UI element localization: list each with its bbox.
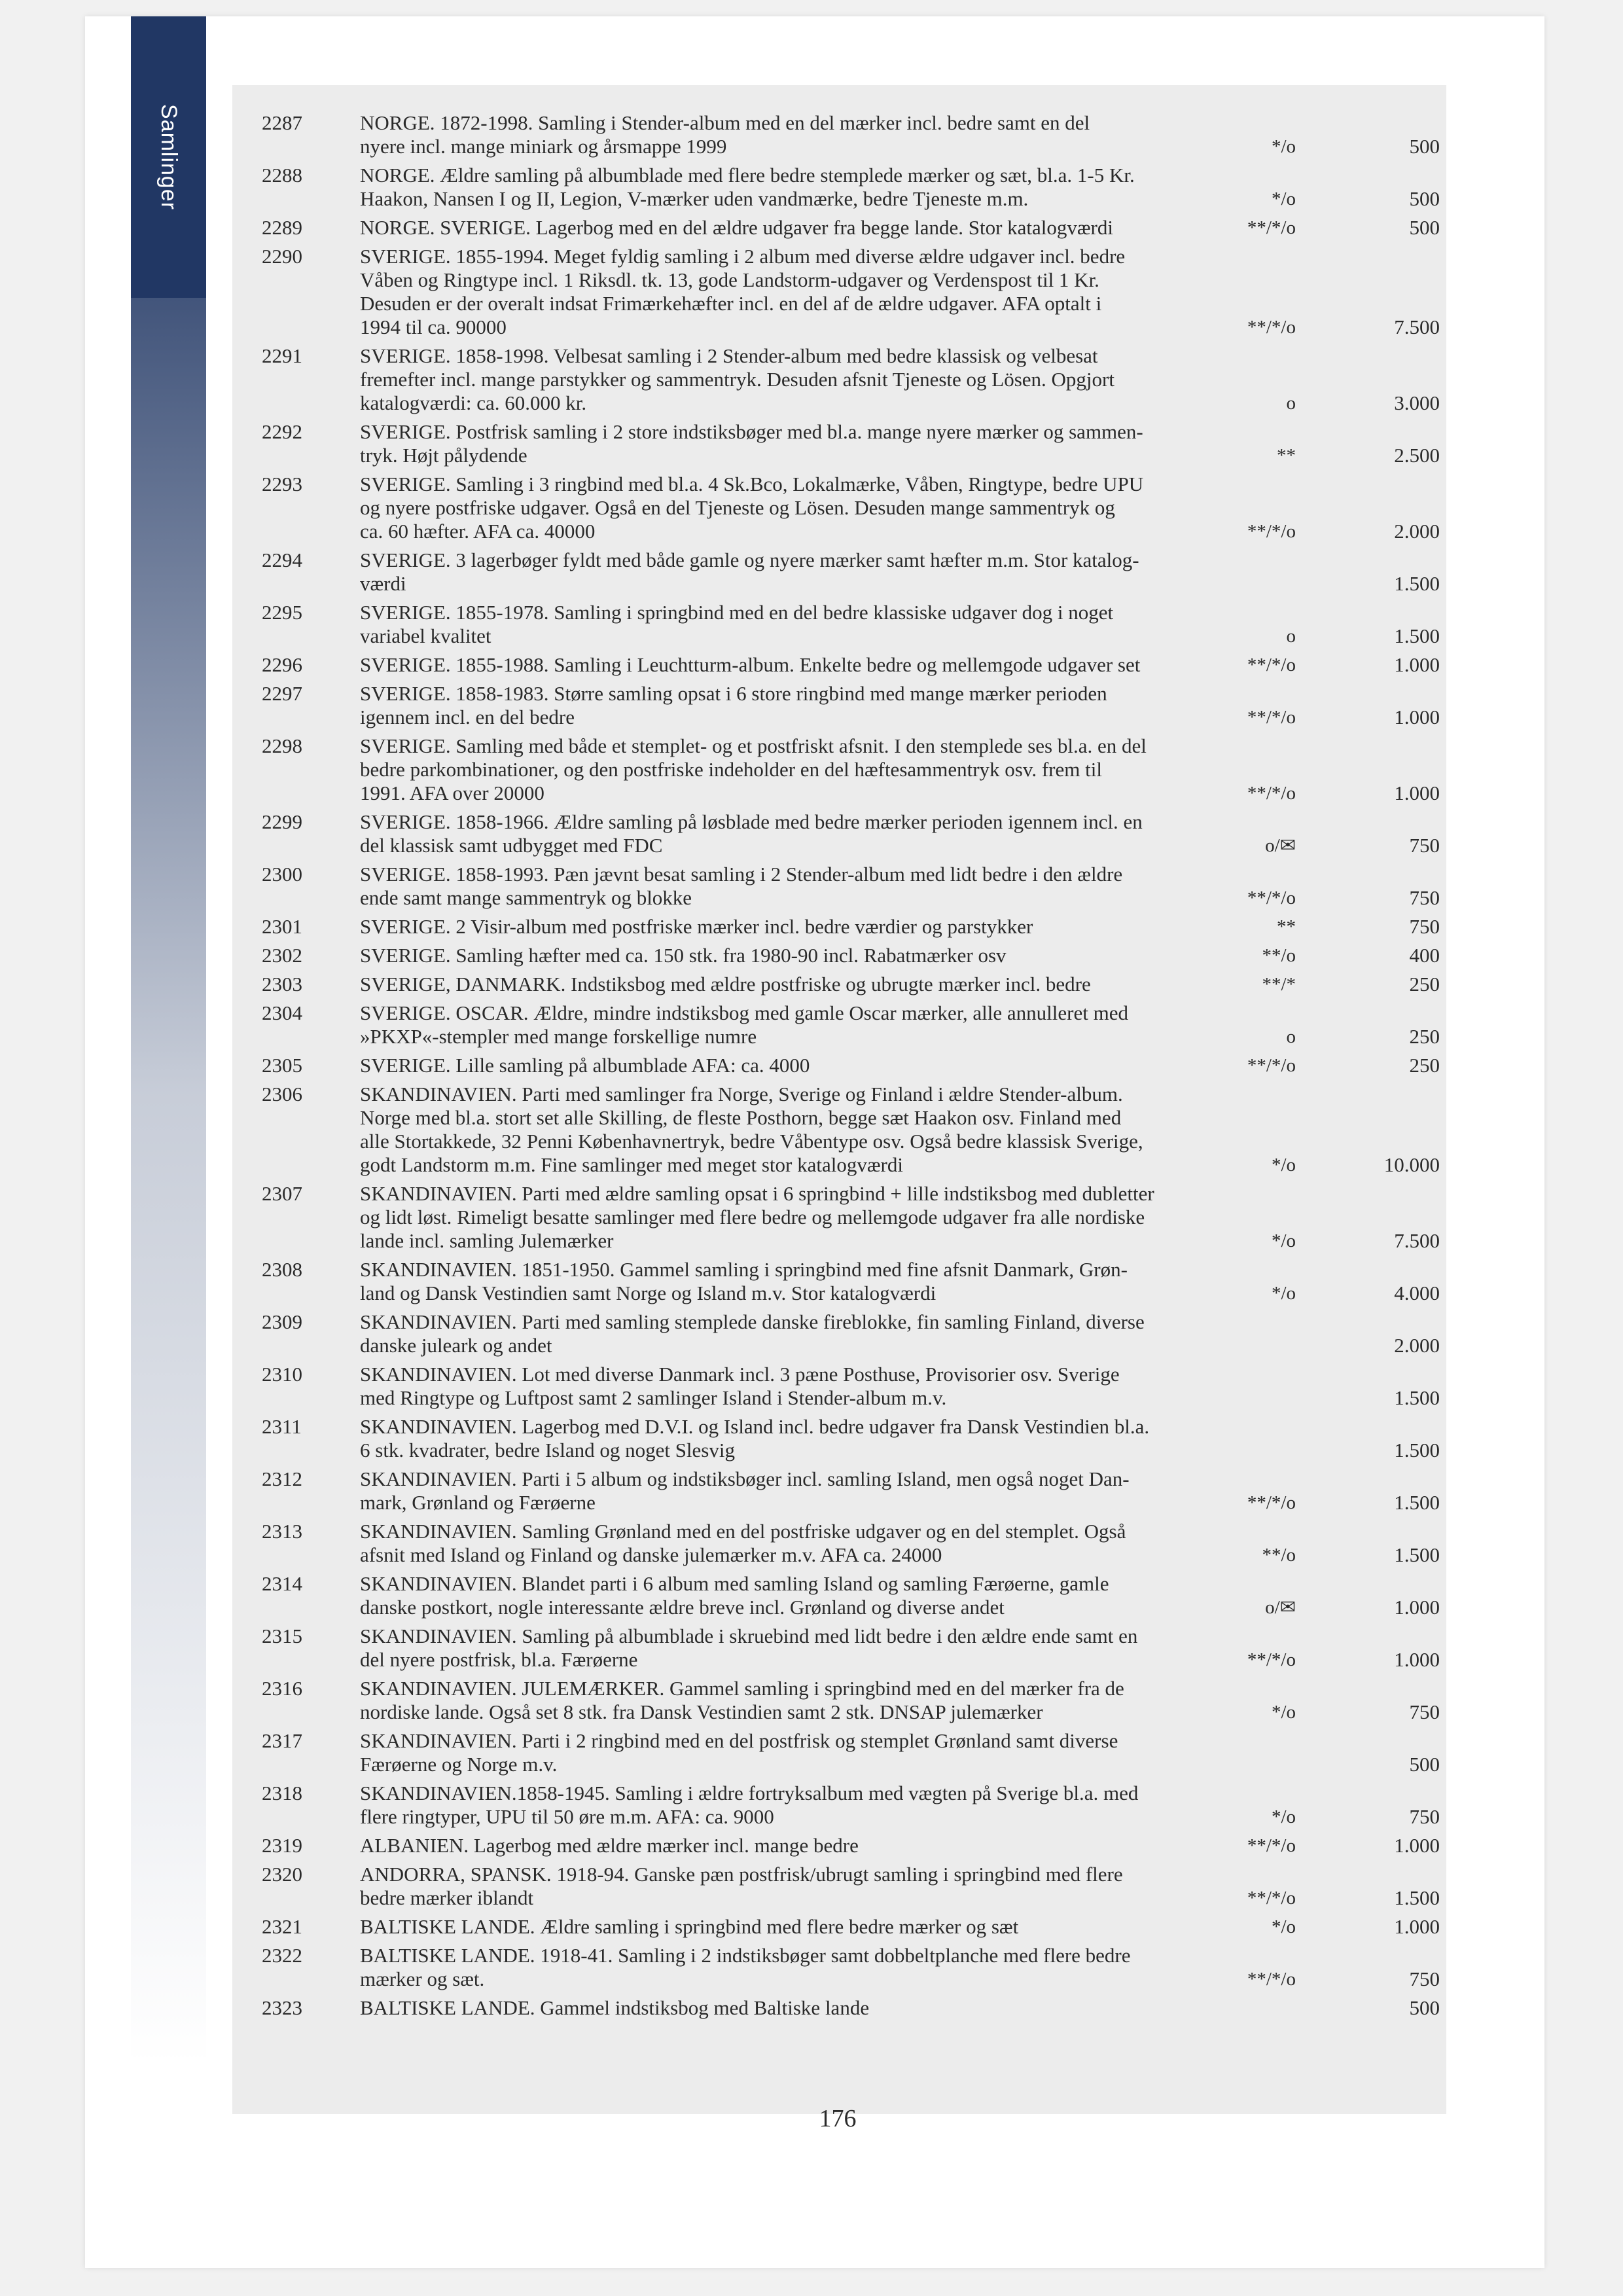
lot-number: 2310 [262,1363,302,1386]
lot-condition: */o [1271,1806,1296,1827]
lot-entry [262,1782,1446,1829]
lot-description [360,420,1243,467]
lot-description-line: SKANDINAVIEN. 1851-1950. Gammel samling i springbind med fine afsnit Danmark, Grøn- [360,1258,1128,1281]
lot-number: 2302 [262,944,302,967]
lot-price: 1.500 [1394,1543,1440,1566]
lot-description-line: fremefter incl. mange parstykker og sammentryk. Desuden afsnit Tjeneste og Lösen. Opgjort [360,368,1115,391]
lot-description [360,1363,1243,1410]
lot-description [360,473,1243,543]
lot-description-line: danske postkort, nogle interessante ældre breve incl. Grønland og diverse andet [360,1596,1005,1619]
lot-number: 2309 [262,1310,302,1333]
lot-entry [262,1415,1446,1462]
lot-price: 1.500 [1394,1491,1440,1514]
lot-price: 1.500 [1394,1886,1440,1909]
lot-description-line: mark, Grønland og Færøerne [360,1491,596,1514]
lot-entry [262,473,1446,543]
lot-condition: **/*/o [1247,1888,1296,1909]
lot-description-line: SKANDINAVIEN. Parti med samling stemplede danske fireblokke, fin samling Finland, diverse [360,1310,1145,1333]
lot-price: 250 [1409,1054,1440,1077]
lot-condition: **/*/o [1247,1969,1296,1990]
lot-entry [262,1182,1446,1253]
lot-description [360,111,1243,158]
lot-condition: **/*/o [1247,521,1296,542]
lot-entry [262,1467,1446,1515]
lot-description-line: bedre parkombinationer, og den postfriske indeholder en del hæftesammentryk osv. frem til [360,758,1102,781]
lot-price: 500 [1409,216,1440,239]
lot-condition: **/*/o [1247,888,1296,908]
lot-description-line: med Ringtype og Luftpost samt 2 samlinger Island i Stender-album m.v. [360,1386,947,1409]
lot-entry [262,863,1446,910]
lot-condition: **/*/o [1247,1649,1296,1670]
lot-price: 750 [1409,834,1440,857]
lot-description-line: SVERIGE. 1855-1994. Meget fyldig samling i 2 album med diverse ældre udgaver incl. bedre [360,245,1126,268]
lot-number: 2313 [262,1520,302,1543]
lot-condition: **/*/o [1247,1492,1296,1513]
lot-entry [262,216,1446,240]
lot-number: 2287 [262,111,302,134]
lot-description-line: 1991. AFA over 20000 [360,781,544,804]
lot-description-line: og lidt løst. Rimeligt besatte samlinger med flere bedre og mellemgode udgaver fra alle nordiske [360,1206,1145,1229]
lot-description [360,1310,1243,1357]
lot-price: 4.000 [1394,1282,1440,1304]
lot-number: 2304 [262,1001,302,1024]
lot-condition: */o [1271,136,1296,157]
lot-price: 10.000 [1383,1153,1440,1176]
lot-description [360,344,1243,415]
lot-entry [262,344,1446,415]
lot-description-line: alle Stortakkede, 32 Penni Københavnertryk, bedre Våbentype osv. Også bedre klassisk Sverige, [360,1130,1143,1153]
lot-entry [262,653,1446,677]
lot-condition: **/o [1262,1545,1296,1566]
lot-description-line: Norge med bl.a. stort set alle Skilling, de fleste Posthorn, begge sæt Haakon osv. Finland med [360,1106,1122,1129]
section-tab [131,16,206,298]
lot-entry [262,1834,1446,1857]
lot-number: 2297 [262,682,302,705]
lot-list [262,111,1446,2025]
lot-description [360,1863,1243,1910]
lot-condition: **/* [1262,974,1296,995]
lot-description-line: SVERIGE. Samling med både et stemplet- og et postfriskt afsnit. I den stemplede ses bl.a. en del [360,734,1147,757]
lot-description-line: nyere incl. mange miniark og årsmappe 1999 [360,135,727,158]
lot-description-line: ende samt mange sammentryk og blokke [360,886,692,909]
lot-description [360,1572,1243,1619]
lot-entry [262,245,1446,339]
lot-number: 2320 [262,1863,302,1886]
lot-price: 750 [1409,886,1440,909]
lot-description [360,1944,1243,1991]
lot-description-line: mærker og sæt. [360,1967,485,1990]
lot-description-line: del nyere postfrisk, bl.a. Færøerne [360,1648,638,1671]
lot-description-line: BALTISKE LANDE. Gammel indstiksbog med Baltiske lande [360,1996,870,2019]
lot-price: 500 [1409,135,1440,158]
lot-description-line: variabel kvalitet [360,624,491,647]
lot-number: 2307 [262,1182,302,1205]
lot-number: 2321 [262,1915,302,1938]
lot-number: 2306 [262,1083,302,1105]
lot-condition: */o [1271,188,1296,209]
lot-entry [262,915,1446,939]
lot-number: 2308 [262,1258,302,1281]
lot-description-line: katalogværdi: ca. 60.000 kr. [360,391,587,414]
lot-number: 2305 [262,1054,302,1077]
lot-price: 2.500 [1394,444,1440,467]
lot-description-line: SVERIGE. 1855-1988. Samling i Leuchtturm-album. Enkelte bedre og mellemgode udgaver set [360,653,1141,676]
lot-condition: o [1286,1026,1296,1047]
lot-entry [262,111,1446,158]
lot-number: 2323 [262,1996,302,2019]
lot-entry [262,1944,1446,1991]
lot-price: 1.000 [1394,1834,1440,1857]
lot-condition: */o [1271,1916,1296,1937]
lot-description [360,1915,1243,1939]
lot-price: 7.500 [1394,1229,1440,1252]
lot-number: 2303 [262,973,302,996]
lot-description [360,653,1243,677]
lot-condition: **/*/o [1247,1055,1296,1076]
lot-price: 1.000 [1394,1915,1440,1938]
lot-description [360,216,1243,240]
lot-description-line: Desuden er der overalt indsat Frimærkehæfter incl. en del af de ældre udgaver. AFA optalt i [360,292,1102,315]
lot-entry [262,973,1446,996]
lot-price: 1.500 [1394,1439,1440,1462]
lot-description [360,734,1243,805]
lot-description [360,1083,1243,1177]
lot-description [360,944,1243,967]
lot-price: 750 [1409,1967,1440,1990]
lot-price: 500 [1409,1996,1440,2019]
lot-price: 7.500 [1394,315,1440,338]
lot-description-line: ca. 60 hæfter. AFA ca. 40000 [360,520,596,543]
lot-description-line: NORGE. SVERIGE. Lagerbog med en del ældre udgaver fra begge lande. Stor katalogværdi [360,216,1113,239]
lot-description-line: ANDORRA, SPANSK. 1918-94. Ganske pæn postfrisk/ubrugt samling i springbind med flere [360,1863,1123,1886]
lot-condition: **/*/o [1247,707,1296,728]
lot-description [360,164,1243,211]
lot-description-line: Haakon, Nansen I og II, Legion, V-mærker uden vandmærke, bedre Tjeneste m.m. [360,187,1029,210]
lot-description-line: SVERIGE. 2 Visir-album med postfriske mærker incl. bedre værdier og parstykker [360,915,1033,938]
lot-description [360,245,1243,339]
lot-entry [262,1001,1446,1049]
lot-number: 2312 [262,1467,302,1490]
lot-description-line: SVERIGE. 1858-1966. Ældre samling på løsblade med bedre mærker perioden igennem incl. en [360,810,1143,833]
lot-condition: ** [1277,916,1296,937]
lot-description-line: Færøerne og Norge m.v. [360,1753,558,1776]
lot-entry [262,810,1446,857]
lot-number: 2318 [262,1782,302,1804]
lot-price: 1.500 [1394,1386,1440,1409]
lot-entry [262,1258,1446,1305]
lot-description-line: SVERIGE. Postfrisk samling i 2 store indstiksbøger med bl.a. mange nyere mærker og sammen- [360,420,1143,443]
lot-number: 2290 [262,245,302,268]
page-number: 176 [819,2105,857,2132]
lot-description-line: SKANDINAVIEN. Samling Grønland med en del postfriske udgaver og en del stemplet. Også [360,1520,1126,1543]
lot-number: 2292 [262,420,302,443]
lot-entry [262,1729,1446,1776]
lot-price: 2.000 [1394,1334,1440,1357]
side-gradient [131,298,206,2065]
lot-price: 3.000 [1394,391,1440,414]
lot-number: 2322 [262,1944,302,1967]
lot-description-line: NORGE. 1872-1998. Samling i Stender-album med en del mærker incl. bedre samt en del [360,111,1090,134]
lot-description [360,1520,1243,1567]
lot-description-line: og nyere postfriske udgaver. Også en del Tjeneste og Lösen. Desuden mange sammentryk og [360,496,1115,519]
lot-description-line: afsnit med Island og Finland og danske julemærker m.v. AFA ca. 24000 [360,1543,942,1566]
lot-entry [262,1677,1446,1724]
lot-number: 2295 [262,601,302,624]
lot-description [360,1415,1243,1462]
lot-condition: o/✉ [1265,835,1296,856]
lot-price: 1.500 [1394,624,1440,647]
lot-entry [262,1915,1446,1939]
lot-number: 2317 [262,1729,302,1752]
lot-description-line: SKANDINAVIEN. Lagerbog med D.V.I. og Island incl. bedre udgaver fra Dansk Vestindien bl.a. [360,1415,1150,1438]
lot-description-line: SVERIGE. 3 lagerbøger fyldt med både gamle og nyere mærker samt hæfter m.m. Stor katalog- [360,548,1139,571]
lot-condition: o [1286,626,1296,647]
lot-price: 400 [1409,944,1440,967]
section-tab-label: Samlinger [156,103,181,211]
lot-description-line: flere ringtyper, UPU til 50 øre m.m. AFA: ca. 9000 [360,1805,774,1828]
lot-description-line: SVERIGE. Lille samling på albumblade AFA: ca. 4000 [360,1054,810,1077]
lot-number: 2293 [262,473,302,495]
lot-number: 2298 [262,734,302,757]
lot-description [360,973,1243,996]
lot-price: 250 [1409,1025,1440,1048]
lot-description-line: 6 stk. kvadrater, bedre Island og noget Slesvig [360,1439,735,1462]
lot-description-line: SKANDINAVIEN. Parti i 2 ringbind med en del postfrisk og stemplet Grønland samt diverse [360,1729,1118,1752]
lot-description [360,601,1243,648]
lot-condition: ** [1277,445,1296,466]
lot-description-line: SKANDINAVIEN. Lot med diverse Danmark incl. 3 pæne Posthuse, Provisorier osv. Sverige [360,1363,1120,1386]
lot-description-line: SKANDINAVIEN. Blandet parti i 6 album med samling Island og samling Færøerne, gamle [360,1572,1109,1595]
lot-price: 1.000 [1394,653,1440,676]
lot-description-line: SKANDINAVIEN. Parti med ældre samling opsat i 6 springbind + lille indstiksbog med dubletter [360,1182,1154,1205]
lot-description-line: godt Landstorm m.m. Fine samlinger med meget stor katalogværdi [360,1153,903,1176]
lot-price: 250 [1409,973,1440,996]
lot-condition: **/*/o [1247,1835,1296,1856]
lot-description [360,1782,1243,1829]
lot-description-line: BALTISKE LANDE. 1918-41. Samling i 2 indstiksbøger samt dobbeltplanche med flere bedre [360,1944,1131,1967]
lot-description-line: SVERIGE. OSCAR. Ældre, mindre indstiksbog med gamle Oscar mærker, alle annulleret med [360,1001,1128,1024]
lot-condition: */o [1271,1155,1296,1175]
lot-price: 500 [1409,187,1440,210]
lot-description-line: del klassisk samt udbygget med FDC [360,834,663,857]
lot-description-line: SKANDINAVIEN.1858-1945. Samling i ældre fortryksalbum med vægten på Sverige bl.a. med [360,1782,1139,1804]
lot-entry [262,548,1446,596]
lot-entry [262,682,1446,729]
lot-description-line: SVERIGE. 1858-1993. Pæn jævnt besat samling i 2 Stender-album med lidt bedre i den ældre [360,863,1123,886]
lot-condition: o [1286,393,1296,414]
lot-number: 2296 [262,653,302,676]
lot-description [360,548,1243,596]
lot-entry [262,164,1446,211]
lot-entry [262,1520,1446,1567]
lot-condition: */o [1271,1230,1296,1251]
lot-description [360,863,1243,910]
lot-description-line: tryk. Højt pålydende [360,444,527,467]
lot-description-line: ALBANIEN. Lagerbog med ældre mærker incl. mange bedre [360,1834,859,1857]
lot-number: 2294 [262,548,302,571]
lot-entry [262,1572,1446,1619]
lot-price: 1.000 [1394,706,1440,728]
lot-description-line: SVERIGE, DANMARK. Indstiksbog med ældre postfriske og ubrugte mærker incl. bedre [360,973,1091,996]
lot-entry [262,1310,1446,1357]
lot-entry [262,734,1446,805]
lot-number: 2315 [262,1624,302,1647]
lot-description-line: SVERIGE. Samling i 3 ringbind med bl.a. 4 Sk.Bco, Lokalmærke, Våben, Ringtype, bedre UPU [360,473,1144,495]
lot-condition: **/*/o [1247,783,1296,804]
lot-description-line: NORGE. Ældre samling på albumblade med flere bedre stemplede mærker og sæt, bl.a. 1-5 Kr. [360,164,1135,187]
lot-description-line: SKANDINAVIEN. Parti med samlinger fra Norge, Sverige og Finland i ældre Stender-album. [360,1083,1123,1105]
lot-description-line: 1994 til ca. 90000 [360,315,507,338]
lot-description-line: lande incl. samling Julemærker [360,1229,614,1252]
lot-description [360,1054,1243,1077]
lot-price: 1.000 [1394,1596,1440,1619]
lot-number: 2311 [262,1415,302,1438]
lot-entry [262,1083,1446,1177]
lot-description-line: nordiske lande. Også set 8 stk. fra Dansk Vestindien samt 2 stk. DNSAP julemærker [360,1700,1043,1723]
lot-number: 2319 [262,1834,302,1857]
lot-price: 1.000 [1394,1648,1440,1671]
lot-condition: **/*/o [1247,217,1296,238]
lot-entry [262,420,1446,467]
lot-price: 1.000 [1394,781,1440,804]
lot-entry [262,1624,1446,1672]
lot-description [360,1729,1243,1776]
lot-price: 500 [1409,1753,1440,1776]
lot-number: 2314 [262,1572,302,1595]
lot-description-line: land og Dansk Vestindien samt Norge og Island m.v. Stor katalogværdi [360,1282,936,1304]
lot-description [360,810,1243,857]
lot-number: 2316 [262,1677,302,1700]
lot-condition: */o [1271,1283,1296,1304]
lot-description [360,682,1243,729]
lot-description-line: SVERIGE. Samling hæfter med ca. 150 stk. fra 1980-90 incl. Rabatmærker osv [360,944,1007,967]
lot-condition: **/o [1262,945,1296,966]
lot-entry [262,1863,1446,1910]
lot-number: 2300 [262,863,302,886]
lot-entry [262,601,1446,648]
lot-description-line: Våben og Ringtype incl. 1 Riksdl. tk. 13, gode Landstorm-udgaver og Verdenspost til 1 Kr. [360,268,1099,291]
lot-description [360,1182,1243,1253]
lot-price: 2.000 [1394,520,1440,543]
lot-entry [262,1996,1446,2020]
lot-description-line: SKANDINAVIEN. Parti i 5 album og indstiksbøger incl. samling Island, men også noget Dan- [360,1467,1130,1490]
lot-description-line: SVERIGE. 1858-1998. Velbesat samling i 2 Stender-album med bedre klassisk og velbesat [360,344,1098,367]
lot-description-line: »PKXP«-stempler med mange forskellige numre [360,1025,757,1048]
lot-description [360,1467,1243,1515]
lot-price: 1.500 [1394,572,1440,595]
lot-description [360,1677,1243,1724]
lot-description [360,1258,1243,1305]
lot-number: 2289 [262,216,302,239]
lot-description-line: igennem incl. en del bedre [360,706,575,728]
lot-description [360,1001,1243,1049]
lot-number: 2299 [262,810,302,833]
lot-description [360,1996,1243,2020]
lot-price: 750 [1409,1805,1440,1828]
lot-condition: */o [1271,1702,1296,1723]
lot-price: 750 [1409,915,1440,938]
lot-description [360,1834,1243,1857]
lot-description-line: SKANDINAVIEN. JULEMÆRKER. Gammel samling i springbind med en del mærker fra de [360,1677,1124,1700]
lot-description-line: værdi [360,572,406,595]
lot-condition: o/✉ [1265,1597,1296,1618]
lot-entry [262,1054,1446,1077]
lot-description [360,1624,1243,1672]
lot-description-line: bedre mærker iblandt [360,1886,534,1909]
lot-number: 2301 [262,915,302,938]
lot-condition: **/*/o [1247,655,1296,675]
lot-price: 750 [1409,1700,1440,1723]
lot-description-line: SVERIGE. 1858-1983. Større samling opsat i 6 store ringbind med mange mærker perioden [360,682,1107,705]
lot-number: 2291 [262,344,302,367]
lot-condition: **/*/o [1247,317,1296,338]
lot-description-line: SVERIGE. 1855-1978. Samling i springbind med en del bedre klassiske udgaver dog i noget [360,601,1114,624]
lot-description [360,915,1243,939]
lot-entry [262,1363,1446,1410]
lot-description-line: danske juleark og andet [360,1334,552,1357]
lot-number: 2288 [262,164,302,187]
lot-description-line: SKANDINAVIEN. Samling på albumblade i skruebind med lidt bedre i den ældre ende samt en [360,1624,1138,1647]
lot-entry [262,944,1446,967]
lot-description-line: BALTISKE LANDE. Ældre samling i springbind med flere bedre mærker og sæt [360,1915,1019,1938]
